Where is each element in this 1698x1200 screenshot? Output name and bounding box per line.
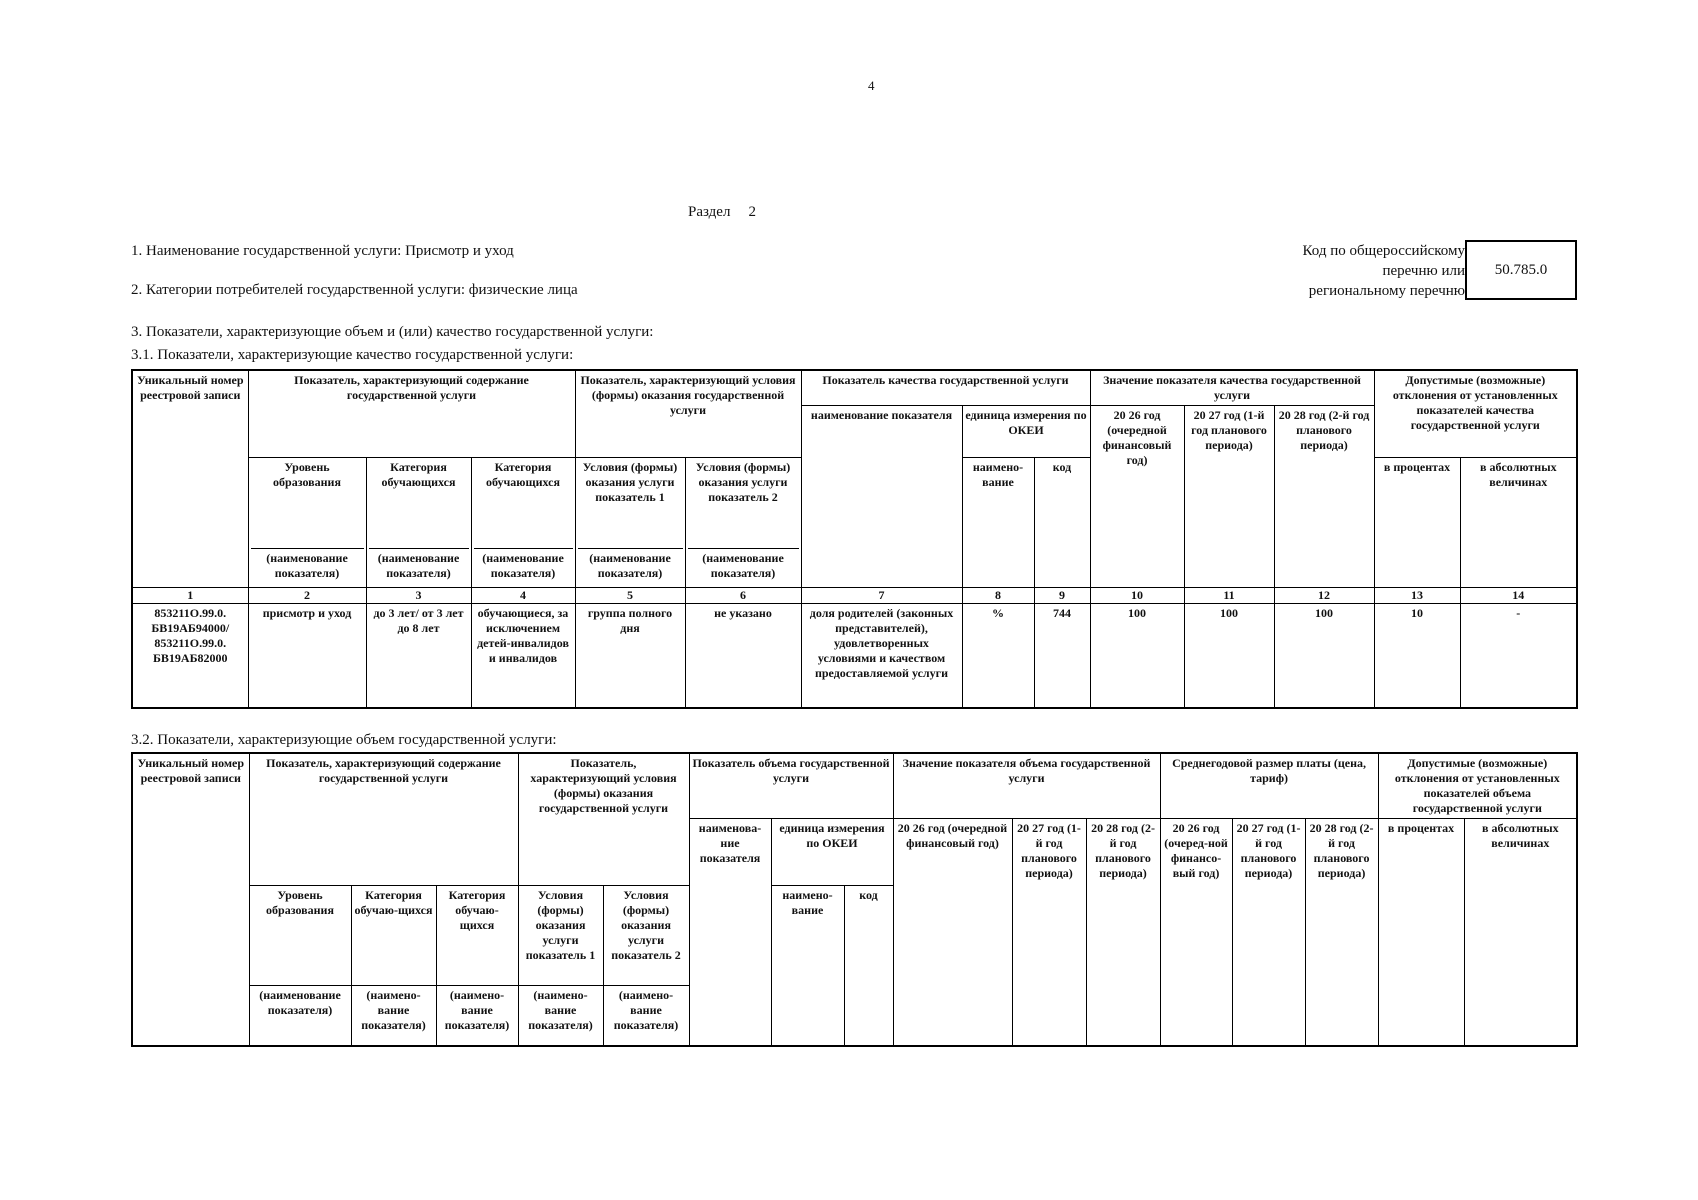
th-deviation: Допустимые (возможные) отклонения от установленных показателей объема государственной услуги bbox=[1378, 753, 1577, 819]
col-number: 14 bbox=[1460, 588, 1577, 604]
th-average-fee: Среднегодовой размер платы (цена, тариф) bbox=[1160, 753, 1378, 819]
code-label-line3: региональному перечню bbox=[1308, 283, 1465, 299]
th-deviation: Допустимые (возможные) отклонения от установленных показателей качества государственной услуги bbox=[1374, 370, 1577, 458]
th-volume-2026: 20 26 год (очередной финансовый год) bbox=[893, 819, 1012, 1046]
th-okei-unit: единица измерения по ОКЕИ bbox=[771, 819, 893, 886]
th-unique-number: Уникальный номер реестровой записи bbox=[132, 753, 249, 1046]
col-number: 9 bbox=[1034, 588, 1090, 604]
cell-unique-number: 853211О.99.0. БВ19АБ94000/ 853211О.99.0. БВ19АБ82000 bbox=[132, 604, 248, 708]
section-label: Раздел bbox=[688, 204, 731, 220]
cell-value-2026: 100 bbox=[1090, 604, 1184, 708]
column-numbers-row bbox=[132, 588, 1577, 604]
th-indicator-name: наименова-ние показателя bbox=[689, 819, 771, 1046]
cell-condition-1: группа полного дня bbox=[575, 604, 685, 708]
quality-heading: 3.1. Показатели, характеризующие качество государственной услуги: bbox=[131, 347, 574, 363]
col-number: 11 bbox=[1184, 588, 1274, 604]
th-unit-code: код bbox=[1034, 458, 1090, 588]
cell-deviation-absolute: - bbox=[1460, 604, 1577, 708]
cell-category-1: до 3 лет/ от 3 лет до 8 лет bbox=[366, 604, 471, 708]
th-percent: в процентах bbox=[1374, 458, 1460, 588]
col-number: 8 bbox=[962, 588, 1034, 604]
service-name-line: 1. Наименование государственной услуги: Присмотр и уход bbox=[131, 243, 514, 259]
cell-indicator-name: доля родителей (законных представителей), удовлетворенных условиями и качеством предоставляемой услуги bbox=[801, 604, 962, 708]
th-conditions: Показатель, характеризующий условия (формы) оказания государственной услуги bbox=[518, 753, 689, 886]
th-unit-code: код bbox=[844, 886, 893, 1046]
col-number: 5 bbox=[575, 588, 685, 604]
registry-code-box: 50.785.0 bbox=[1465, 240, 1577, 300]
th-sub-label: (наименование показателя) bbox=[249, 986, 351, 1046]
col-number: 4 bbox=[471, 588, 575, 604]
code-label-line2: перечню или bbox=[1382, 263, 1465, 279]
th-quality-value: Значение показателя качества государственной услуги bbox=[1090, 370, 1374, 406]
cell-deviation-percent: 10 bbox=[1374, 604, 1460, 708]
table-row bbox=[132, 604, 1577, 708]
th-volume-2027: 20 27 год (1-й год планового периода) bbox=[1012, 819, 1086, 1046]
th-fee-2027: 20 27 год (1-й год планового периода) bbox=[1232, 819, 1305, 1046]
col-number: 6 bbox=[685, 588, 801, 604]
th-year-2026: 20 26 год (очередной финансовый год) bbox=[1090, 406, 1184, 588]
th-unit-name: наимено-вание bbox=[962, 458, 1034, 588]
col-number: 2 bbox=[248, 588, 366, 604]
th-volume-indicator: Показатель объема государственной услуги bbox=[689, 753, 893, 819]
page-number: 4 bbox=[868, 78, 875, 93]
code-label-line1: Код по общероссийскому bbox=[1302, 243, 1465, 259]
indicators-heading: 3. Показатели, характеризующие объем и (или) качество государственной услуги: bbox=[131, 324, 654, 340]
th-volume-value: Значение показателя объема государственной услуги bbox=[893, 753, 1160, 819]
cell-education-level: присмотр и уход bbox=[248, 604, 366, 708]
th-content: Показатель, характеризующий содержание государственной услуги bbox=[249, 753, 518, 886]
th-indicator-name: наименование показателя bbox=[801, 406, 962, 588]
th-condition-2: Условия (формы) оказания услуги показатель 2 (наименование показателя) bbox=[685, 458, 801, 588]
volume-indicators-table bbox=[131, 752, 1578, 1047]
th-fee-2028: 20 28 год (2-й год планового периода) bbox=[1305, 819, 1378, 1046]
th-education-level: Уровень образования (наименование показателя) bbox=[248, 458, 366, 588]
cell-unit-name: % bbox=[962, 604, 1034, 708]
th-sub-label: (наимено-вание показателя) bbox=[518, 986, 603, 1046]
col-number: 3 bbox=[366, 588, 471, 604]
th-conditions: Показатель, характеризующий условия (формы) оказания государственной услуги bbox=[575, 370, 801, 458]
th-student-category-2: Категория обучаю-щихся bbox=[436, 886, 518, 986]
section-number: 2 bbox=[748, 204, 756, 220]
cell-value-2027: 100 bbox=[1184, 604, 1274, 708]
th-volume-2028: 20 28 год (2-й год планового периода) bbox=[1086, 819, 1160, 1046]
col-number: 12 bbox=[1274, 588, 1374, 604]
th-quality-indicator: Показатель качества государственной услуги bbox=[801, 370, 1090, 406]
th-student-category-1: Категория обучаю-щихся bbox=[351, 886, 436, 986]
section-heading bbox=[688, 204, 756, 221]
quality-indicators-table bbox=[131, 369, 1578, 709]
th-content: Показатель, характеризующий содержание государственной услуги bbox=[248, 370, 575, 458]
th-student-category-1: Категория обучающихся (наименование показателя) bbox=[366, 458, 471, 588]
th-absolute: в абсолютных величинах bbox=[1460, 458, 1577, 588]
cell-category-2: обучающиеся, за исключением детей-инвалидов и инвалидов bbox=[471, 604, 575, 708]
col-number: 1 bbox=[132, 588, 248, 604]
col-number: 13 bbox=[1374, 588, 1460, 604]
th-unit-name: наимено-вание bbox=[771, 886, 844, 1046]
th-percent: в процентах bbox=[1378, 819, 1464, 1046]
th-student-category-2: Категория обучающихся (наименование показателя) bbox=[471, 458, 575, 588]
th-sub-label: (наимено-вание показателя) bbox=[436, 986, 518, 1046]
volume-heading: 3.2. Показатели, характеризующие объем государственной услуги: bbox=[131, 732, 557, 748]
cell-value-2028: 100 bbox=[1274, 604, 1374, 708]
th-unique-number: Уникальный номер реестровой записи bbox=[132, 370, 248, 588]
th-year-2027: 20 27 год (1-й год планового периода) bbox=[1184, 406, 1274, 588]
col-number: 10 bbox=[1090, 588, 1184, 604]
th-sub-label: (наимено-вание показателя) bbox=[351, 986, 436, 1046]
th-condition-1: Условия (формы) оказания услуги показатель 1 bbox=[518, 886, 603, 986]
th-year-2028: 20 28 год (2-й год планового периода) bbox=[1274, 406, 1374, 588]
cell-condition-2: не указано bbox=[685, 604, 801, 708]
th-sub-label: (наимено-вание показателя) bbox=[603, 986, 689, 1046]
th-condition-2: Условия (формы) оказания услуги показатель 2 bbox=[603, 886, 689, 986]
cell-unit-code: 744 bbox=[1034, 604, 1090, 708]
th-education-level: Уровень образования bbox=[249, 886, 351, 986]
th-fee-2026: 20 26 год (очеред-ной финансо-вый год) bbox=[1160, 819, 1232, 1046]
th-condition-1: Условия (формы) оказания услуги показатель 1 (наименование показателя) bbox=[575, 458, 685, 588]
code-label bbox=[1260, 241, 1465, 301]
consumer-category-line: 2. Категории потребителей государственной услуги: физические лица bbox=[131, 282, 578, 298]
th-absolute: в абсолютных величинах bbox=[1464, 819, 1577, 1046]
th-okei-unit: единица измерения по ОКЕИ bbox=[962, 406, 1090, 458]
col-number: 7 bbox=[801, 588, 962, 604]
